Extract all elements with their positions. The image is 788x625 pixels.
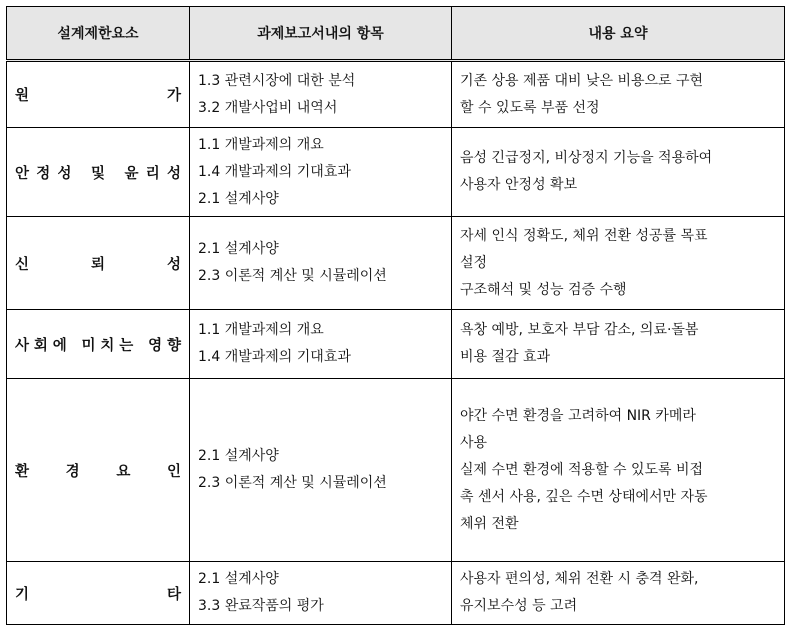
summary-line: 비용 절감 효과 <box>460 349 551 365</box>
summary-line: 설정 <box>460 254 488 271</box>
constraint-label <box>7 562 190 625</box>
design-constraints-table-container <box>6 6 784 625</box>
label-char: 회 <box>33 337 48 354</box>
report-item: 1.1 개발과제의 개요 <box>198 322 324 338</box>
report-item: 1.1 개발과제의 개요 <box>198 136 324 153</box>
label-char: 성 <box>166 165 181 182</box>
report-items-cell <box>190 217 452 310</box>
constraint-label <box>7 379 190 562</box>
summary-cell <box>452 217 785 310</box>
report-item: 2.3 이론적 계산 및 시뮬레이션 <box>198 475 387 491</box>
report-item: 2.1 설계사양 <box>198 241 279 257</box>
label-char: 리 <box>145 165 160 182</box>
report-item: 2.1 설계사양 <box>198 190 279 207</box>
label-char: 가 <box>166 88 181 104</box>
report-items-cell <box>190 310 452 379</box>
report-item: 3.2 개발사업비 내역서 <box>198 99 338 116</box>
summary-cell <box>452 379 785 562</box>
constraint-label-text <box>15 253 181 274</box>
label-char <box>72 334 77 355</box>
summary-line: 유지보수성 등 고려 <box>460 598 578 614</box>
report-items-cell <box>190 562 452 625</box>
summary-line: 자세 인식 정확도, 체위 전환 성공률 목표 <box>460 227 708 244</box>
label-char: 향 <box>166 337 181 354</box>
label-char: 윤 <box>124 165 139 182</box>
summary-line: 구조해석 및 성능 검증 수행 <box>460 281 627 298</box>
label-char <box>79 162 84 183</box>
label-char: 신 <box>15 256 30 273</box>
constraint-label <box>7 128 190 217</box>
label-char: 기 <box>15 586 30 603</box>
label-char: 환 <box>15 463 30 480</box>
constraint-label <box>7 310 190 379</box>
label-char <box>112 162 117 183</box>
report-item: 1.4 개발과제의 기대효과 <box>198 349 351 365</box>
label-char: 안 <box>15 165 30 182</box>
constraint-label-text <box>15 162 181 183</box>
summary-line: 기존 상용 제품 대비 낮은 비용으로 구현 <box>460 72 704 89</box>
header-content-summary: 내용 요약 <box>452 7 785 61</box>
label-char: 사 <box>15 337 30 354</box>
label-char: 타 <box>166 586 181 603</box>
report-item: 3.3 완료작품의 평가 <box>198 598 324 614</box>
report-items-cell <box>190 128 452 217</box>
label-char: 성 <box>57 165 72 182</box>
summary-line: 체위 전환 <box>460 515 519 532</box>
table-row <box>7 61 785 128</box>
summary-line: 욕창 예방, 보호자 부담 감소, 의료·돌봄 <box>460 322 699 338</box>
summary-line: 음성 긴급정지, 비상정지 기능을 적용하여 <box>460 150 713 166</box>
header-constraint-element: 설계제한요소 <box>7 7 190 61</box>
label-char: 미 <box>81 337 96 354</box>
label-char: 치 <box>100 337 115 354</box>
summary-cell <box>452 128 785 217</box>
report-item: 1.4 개발과제의 기대효과 <box>198 163 351 180</box>
constraint-label-text <box>15 84 181 105</box>
report-items-cell <box>190 379 452 562</box>
constraint-label <box>7 217 190 310</box>
summary-line: 할 수 있도록 부품 선정 <box>460 99 600 116</box>
summary-cell <box>452 562 785 625</box>
label-char: 및 <box>90 165 105 182</box>
table-row <box>7 310 785 379</box>
summary-line: 사용 <box>460 434 488 451</box>
table-row <box>7 562 785 625</box>
label-char <box>138 334 143 355</box>
summary-line: 촉 센서 사용, 깊은 수면 상태에서만 자동 <box>460 488 708 505</box>
table-row <box>7 217 785 310</box>
constraint-label-text <box>15 334 181 355</box>
summary-cell <box>452 61 785 128</box>
summary-line: 사용자 편의성, 체위 전환 시 충격 완화, <box>460 571 699 587</box>
report-item: 2.1 설계사양 <box>198 448 279 464</box>
report-item: 2.3 이론적 계산 및 시뮬레이션 <box>198 268 387 284</box>
report-item: 2.1 설계사양 <box>198 571 279 587</box>
label-char: 에 <box>52 337 67 354</box>
summary-line: 야간 수면 환경을 고려하여 NIR 카메라 <box>460 407 696 424</box>
label-char: 영 <box>148 337 163 354</box>
summary-line: 실제 수면 환경에 적용할 수 있도록 비접 <box>460 461 704 478</box>
label-char: 인 <box>166 463 181 480</box>
report-items-cell <box>190 61 452 128</box>
label-char: 정 <box>36 165 51 182</box>
label-char: 원 <box>15 88 30 104</box>
summary-line: 사용자 안정성 확보 <box>460 177 578 193</box>
constraint-label <box>7 61 190 128</box>
table-row <box>7 379 785 562</box>
summary-cell <box>452 310 785 379</box>
table-body <box>7 61 785 625</box>
report-item: 1.3 관련시장에 대한 분석 <box>198 72 356 89</box>
header-report-items: 과제보고서내의 항목 <box>190 7 452 61</box>
constraint-label-text <box>15 583 181 604</box>
design-constraints-table <box>6 6 785 625</box>
table-header-row <box>7 7 785 61</box>
label-char: 뢰 <box>90 256 105 273</box>
label-char: 요 <box>116 463 131 480</box>
table-row <box>7 128 785 217</box>
label-char: 는 <box>119 337 134 354</box>
label-char: 성 <box>166 256 181 273</box>
label-char: 경 <box>65 463 80 480</box>
constraint-label-text <box>15 460 181 481</box>
